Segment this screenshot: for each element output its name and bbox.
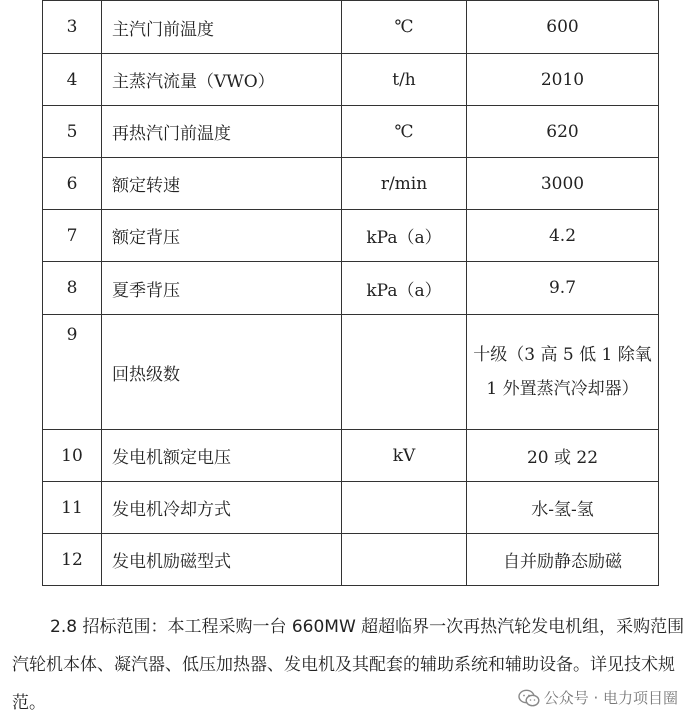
table-row <box>43 54 659 106</box>
row-value: 水-氢-氢 <box>467 482 659 534</box>
table-row <box>43 1 659 54</box>
row-number: 5 <box>43 106 102 158</box>
row-value: 4.2 <box>467 210 659 262</box>
row-unit <box>342 534 467 586</box>
row-name: 回热级数 <box>102 315 342 430</box>
row-number: 12 <box>43 534 102 586</box>
table-row <box>43 315 659 430</box>
row-number: 3 <box>43 1 102 54</box>
table-row <box>43 106 659 158</box>
row-unit: kPa（a） <box>342 262 467 315</box>
row-value: 20 或 22 <box>467 430 659 482</box>
row-name: 发电机励磁型式 <box>102 534 342 586</box>
row-value <box>467 315 659 430</box>
row-name: 额定背压 <box>102 210 342 262</box>
row-name: 夏季背压 <box>102 262 342 315</box>
row-number: 9 <box>43 315 102 430</box>
watermark-text: 公众号 · 电力项目圈 <box>543 689 678 707</box>
row-value: 600 <box>467 1 659 54</box>
row-value: 620 <box>467 106 659 158</box>
row-unit <box>342 315 467 430</box>
row-value: 自并励静态励磁 <box>467 534 659 586</box>
row-value: 3000 <box>467 158 659 210</box>
row-unit: t/h <box>342 54 467 106</box>
row-number: 11 <box>43 482 102 534</box>
row-name: 主蒸汽流量（VWO） <box>102 54 342 106</box>
row-unit: kV <box>342 430 467 482</box>
table-row <box>43 430 659 482</box>
row-name: 主汽门前温度 <box>102 1 342 54</box>
row-unit <box>342 482 467 534</box>
row-value: 2010 <box>467 54 659 106</box>
scope-paragraph: 2.8 招标范围：本工程采购一台 660MW 超超临界一次再热汽轮发电机组，采购范围汽轮机本体、凝汽器、低压加热器、发电机及其配套的辅助系统和辅助设备。详见技术规范。 <box>12 617 685 713</box>
row-unit: r/min <box>342 158 467 210</box>
row-number: 8 <box>43 262 102 315</box>
row-unit: kPa（a） <box>342 210 467 262</box>
watermark <box>514 685 682 710</box>
row-name: 额定转速 <box>102 158 342 210</box>
row-name: 发电机冷却方式 <box>102 482 342 534</box>
row-value-line: 十级（3 高 5 低 1 除氧 <box>473 345 652 365</box>
row-unit: ℃ <box>342 1 467 54</box>
row-number: 10 <box>43 430 102 482</box>
row-name: 再热汽门前温度 <box>102 106 342 158</box>
table-row <box>43 482 659 534</box>
table-row <box>43 262 659 315</box>
row-name: 发电机额定电压 <box>102 430 342 482</box>
table-row <box>43 210 659 262</box>
row-value-line: 1 外置蒸汽冷却器） <box>486 379 639 399</box>
wechat-icon <box>518 689 540 707</box>
row-number: 7 <box>43 210 102 262</box>
table-row <box>43 158 659 210</box>
row-value: 9.7 <box>467 262 659 315</box>
row-number: 6 <box>43 158 102 210</box>
row-number: 4 <box>43 54 102 106</box>
table-row <box>43 534 659 586</box>
row-unit: ℃ <box>342 106 467 158</box>
spec-table <box>42 0 659 586</box>
